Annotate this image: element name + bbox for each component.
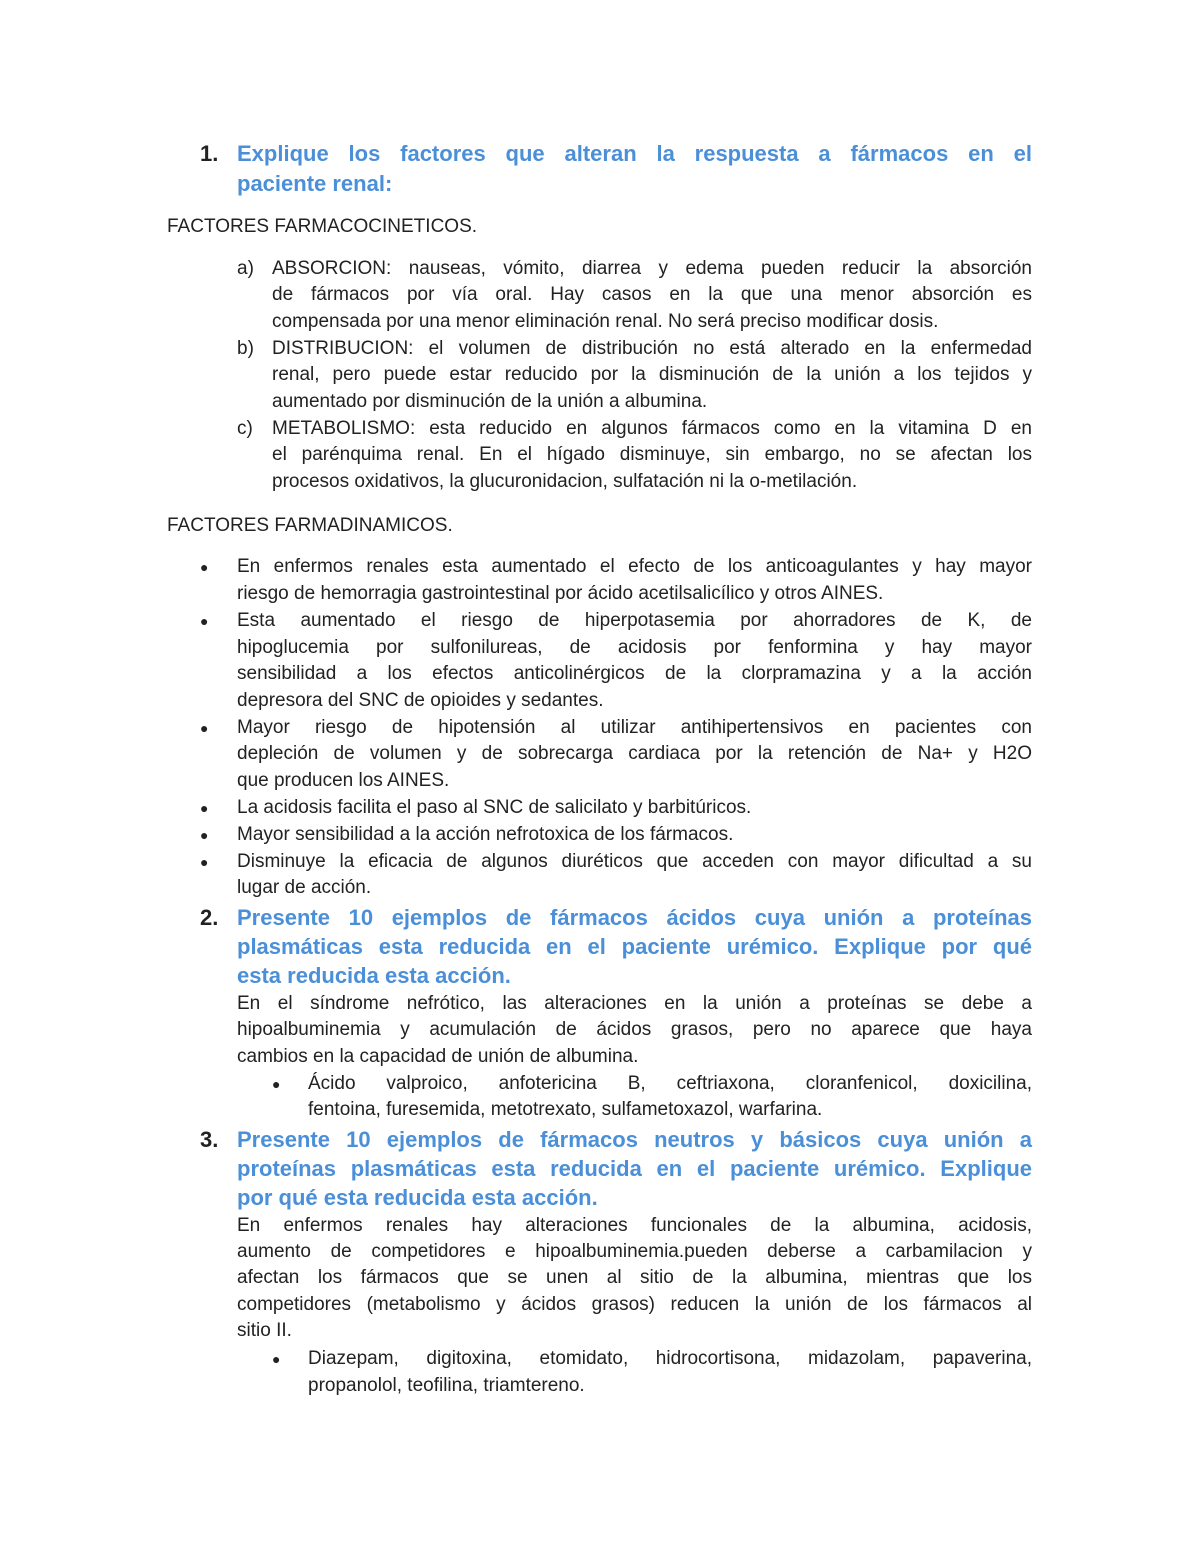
bullet-icon: ● bbox=[200, 559, 209, 575]
list-item-line: procesos oxidativos, la glucuronidacion, sulfatación ni la o-metilación. bbox=[272, 471, 858, 492]
list-item-line: de fármacos por vía oral. Hay casos en la que una menor absorción es bbox=[272, 284, 1032, 305]
bullet-icon: ● bbox=[200, 854, 209, 870]
list-item-line: METABOLISMO: esta reducido en algunos fármacos como en la vitamina D en bbox=[272, 418, 1032, 439]
bullet-icon: ● bbox=[200, 800, 209, 816]
question-2-title-line: plasmáticas esta reducida en el paciente urémico. Explique por qué bbox=[237, 934, 1032, 959]
list-marker-a: a) bbox=[237, 258, 254, 279]
question-1-number: 1. bbox=[200, 141, 219, 166]
bullet-item-line: Esta aumentado el riesgo de hiperpotasemia por ahorradores de K, de bbox=[237, 610, 1032, 631]
bullet-item-line: propanolol, teofilina, triamtereno. bbox=[308, 1375, 585, 1396]
bullet-item-line: fentoina, furesemida, metotrexato, sulfametoxazol, warfarina. bbox=[308, 1099, 823, 1120]
bullet-item-line: Mayor sensibilidad a la acción nefrotoxica de los fármacos. bbox=[237, 824, 734, 845]
paragraph-line: sitio II. bbox=[237, 1320, 292, 1341]
bullet-item-line: que producen los AINES. bbox=[237, 770, 450, 791]
bullet-item-line: sensibilidad a los efectos anticolinérgicos de la clorpramazina y a la acción bbox=[237, 663, 1032, 684]
question-3-title-line: por qué esta reducida esta acción. bbox=[237, 1185, 598, 1210]
paragraph-line: afectan los fármacos que se unen al sitio de la albumina, mientras que los bbox=[237, 1267, 1032, 1288]
question-2-title-line: Presente 10 ejemplos de fármacos ácidos cuya unión a proteínas bbox=[237, 905, 1032, 930]
list-marker-b: b) bbox=[237, 338, 254, 359]
paragraph-line: aumento de competidores e hipoalbuminemia.pueden deberse a carbamilacion y bbox=[237, 1241, 1032, 1262]
list-item-line: el parénquima renal. En el hígado disminuye, sin embargo, no se afectan los bbox=[272, 444, 1032, 465]
list-item-line: ABSORCION: nauseas, vómito, diarrea y edema pueden reducir la absorción bbox=[272, 258, 1032, 279]
paragraph-line: cambios en la capacidad de unión de albumina. bbox=[237, 1046, 639, 1067]
bullet-item-line: Diazepam, digitoxina, etomidato, hidrocortisona, midazolam, papaverina, bbox=[308, 1348, 1032, 1369]
bullet-item-line: depleción de volumen y de sobrecarga cardiaca por la retención de Na+ y H2O bbox=[237, 743, 1032, 764]
list-marker-c: c) bbox=[237, 418, 253, 439]
question-3-title-line: proteínas plasmáticas esta reducida en el paciente urémico. Explique bbox=[237, 1156, 1032, 1181]
paragraph-line: hipoalbuminemia y acumulación de ácidos grasos, pero no aparece que haya bbox=[237, 1019, 1032, 1040]
bullet-icon: ● bbox=[272, 1076, 281, 1092]
question-3-number: 3. bbox=[200, 1127, 219, 1152]
bullet-icon: ● bbox=[200, 720, 209, 736]
bullet-item-line: La acidosis facilita el paso al SNC de salicilato y barbitúricos. bbox=[237, 797, 752, 818]
bullet-item-line: En enfermos renales esta aumentado el efecto de los anticoagulantes y hay mayor bbox=[237, 556, 1032, 577]
question-1-title-line: paciente renal: bbox=[237, 171, 393, 196]
bullet-icon: ● bbox=[272, 1351, 281, 1367]
list-item-line: compensada por una menor eliminación renal. No será preciso modificar dosis. bbox=[272, 311, 939, 332]
list-item-line: DISTRIBUCION: el volumen de distribución no está alterado en la enfermedad bbox=[272, 338, 1032, 359]
paragraph-line: En enfermos renales hay alteraciones funcionales de la albumina, acidosis, bbox=[237, 1215, 1032, 1236]
question-1-title-line: Explique los factores que alteran la respuesta a fármacos en el bbox=[237, 141, 1032, 166]
list-item-line: renal, pero puede estar reducido por la disminución de la unión a los tejidos y bbox=[272, 364, 1032, 385]
bullet-icon: ● bbox=[200, 827, 209, 843]
bullet-item-line: Ácido valproico, anfotericina B, ceftriaxona, cloranfenicol, doxicilina, bbox=[308, 1073, 1032, 1094]
question-3-title-line: Presente 10 ejemplos de fármacos neutros y básicos cuya unión a bbox=[237, 1127, 1032, 1152]
bullet-item-line: hipoglucemia por sulfonilureas, de acidosis por fenformina y hay mayor bbox=[237, 637, 1032, 658]
bullet-icon: ● bbox=[200, 613, 209, 629]
question-2-number: 2. bbox=[200, 905, 219, 930]
bullet-item-line: Mayor riesgo de hipotensión al utilizar antihipertensivos en pacientes con bbox=[237, 717, 1032, 738]
paragraph-line: competidores (metabolismo y ácidos grasos) reducen la unión de los fármacos al bbox=[237, 1294, 1032, 1315]
paragraph-line: En el síndrome nefrótico, las alteraciones en la unión a proteínas se debe a bbox=[237, 993, 1032, 1014]
question-2-title-line: esta reducida esta acción. bbox=[237, 963, 511, 988]
bullet-item-line: Disminuye la eficacia de algunos diuréticos que acceden con mayor dificultad a su bbox=[237, 851, 1032, 872]
list-item-line: aumentado por disminución de la unión a albumina. bbox=[272, 391, 708, 412]
bullet-item-line: riesgo de hemorragia gastrointestinal por ácido acetilsalicílico y otros AINES. bbox=[237, 583, 884, 604]
section-heading-farmacocineticos: FACTORES FARMACOCINETICOS. bbox=[167, 216, 478, 237]
bullet-item-line: depresora del SNC de opioides y sedantes. bbox=[237, 690, 604, 711]
bullet-item-line: lugar de acción. bbox=[237, 877, 372, 898]
section-heading-farmadinamicos: FACTORES FARMADINAMICOS. bbox=[167, 515, 453, 536]
